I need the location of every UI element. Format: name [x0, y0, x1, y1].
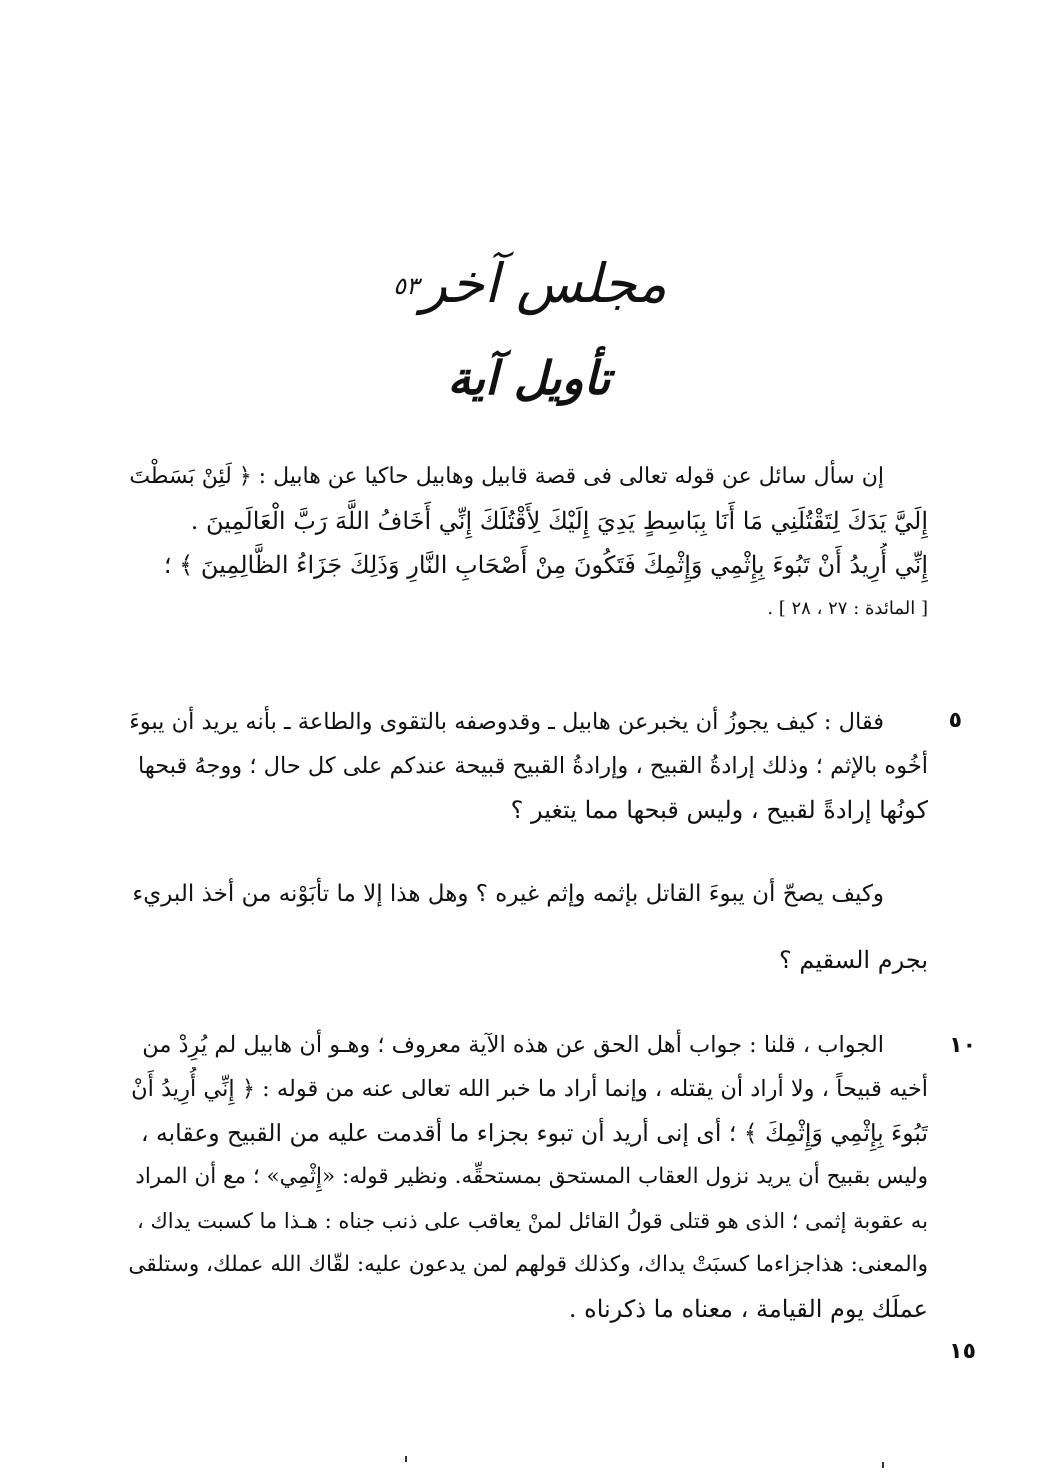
text-line: عملَك يوم القيامة ، معناه ما ذكرناه . [568, 1295, 928, 1323]
text-line-content: إن سأل سائل عن قوله تعالى فى قصة قابيل وهابيل حاكيا عن هابيل : ﴿ لَئِنْ بَسَطْتَ [129, 464, 884, 489]
text-line: به عقوبة إثمى ؛ الذى هو قتلى قولُ القائل لمنْ يعاقب على ذنب جناه : هـذا ما كسبت يداك ، [137, 1209, 928, 1233]
text-line-content: وكيف يصحّ أن يبوءَ القاتل بإثمه وإثم غيره ؟ وهل هذا إلا ما تأبَوْنه من أخذ البريء [132, 881, 884, 907]
scan-mark [405, 1456, 407, 1462]
text-line-content: الجواب ، قلنا : جواب أهل الحق عن هذه الآية معروف ؛ وهـو أن هابيل لم يُرِدْ من [142, 1032, 884, 1058]
text-line: كونُها إرادةً لقبيح ، وليس قبحها مما يتغير ؟ [510, 796, 928, 824]
text-line [128, 700, 928, 744]
paragraph-answer [128, 1023, 928, 1331]
chapter-title-text: مجلس آخر [420, 252, 667, 315]
chapter-title [0, 244, 1058, 324]
chapter-number: ٥٣ [393, 272, 419, 300]
text-line: إِنِّي أُرِيدُ أَنْ تَبُوءَ بِإِثْمِي وَإِثْمِكَ فَتَكُونَ مِنْ أَصْحَابِ النَّارِ وَذَلِكَ جَزَاءُ الظَّالِمِينَ ﴾ ؛ [163, 551, 928, 579]
text-line: أخُوه بالإثم ؛ وذلك إرادةُ القبيح ، وإرادةُ القبيح قبيحة عندكم على كل حال ؛ ووجهُ قبحها [138, 753, 928, 779]
paragraph-question [128, 455, 928, 631]
scan-mark [882, 1462, 884, 1468]
line-number-marker: ١٠ [949, 1033, 976, 1058]
text-line: بجرم السقيم ؟ [778, 946, 928, 974]
text-line: تَبُوءَ بِإِثْمِي وَإِثْمِكَ ﴾ ؛ أى إنى أريد أن تبوء بجزاء ما أقدمت عليه من القبيح وعقابه ، [140, 1119, 928, 1147]
text-line [128, 455, 928, 499]
paragraph-objection [128, 700, 928, 832]
chapter-subtitle: تأويل آية [447, 351, 611, 405]
text-line [128, 1023, 928, 1067]
text-line: والمعنى: هذاجزاءما كسبَتْ يداك، وكذلك قولهم لمن يدعون عليه: لقّاك الله عملك، وستلقى [128, 1252, 928, 1277]
text-line: وليس بقبيح أن يريد نزول العقاب المستحق بمستحقِّه. ونظير قوله: «إِثْمِي» ؛ مع أن المراد [135, 1164, 928, 1189]
text-line [128, 872, 928, 916]
text-line: إِلَيَّ يَدَكَ لِتَقْتُلَنِي مَا أَنَا بِبَاسِطٍ يَدِيَ إِلَيْكَ لِأَقْتُلَكَ إِنِّي أَخَافُ اللَّهَ رَبَّ الْعَالَمِينَ . [190, 507, 928, 535]
line-number-marker: ٥ [948, 708, 962, 733]
line-number-marker: ١٥ [949, 1339, 976, 1364]
paragraph-objection-2 [128, 872, 928, 986]
text-line-content: فقال : كيف يجوزُ أن يخبرعن هابيل ـ وقدوصفه بالتقوى والطاعة ـ بأنه يريد أن يبوءَ [129, 709, 884, 735]
verse-citation: [ المائدة : ٢٧ ، ٢٨ ] . [767, 598, 928, 619]
text-line: أخيه قبيحاً ، ولا أراد أن يقتله ، وإنما أراد ما خبر الله تعالى عنه من قوله : ﴿ إِنِّي أُرِيدُ أَنْ [131, 1076, 928, 1102]
